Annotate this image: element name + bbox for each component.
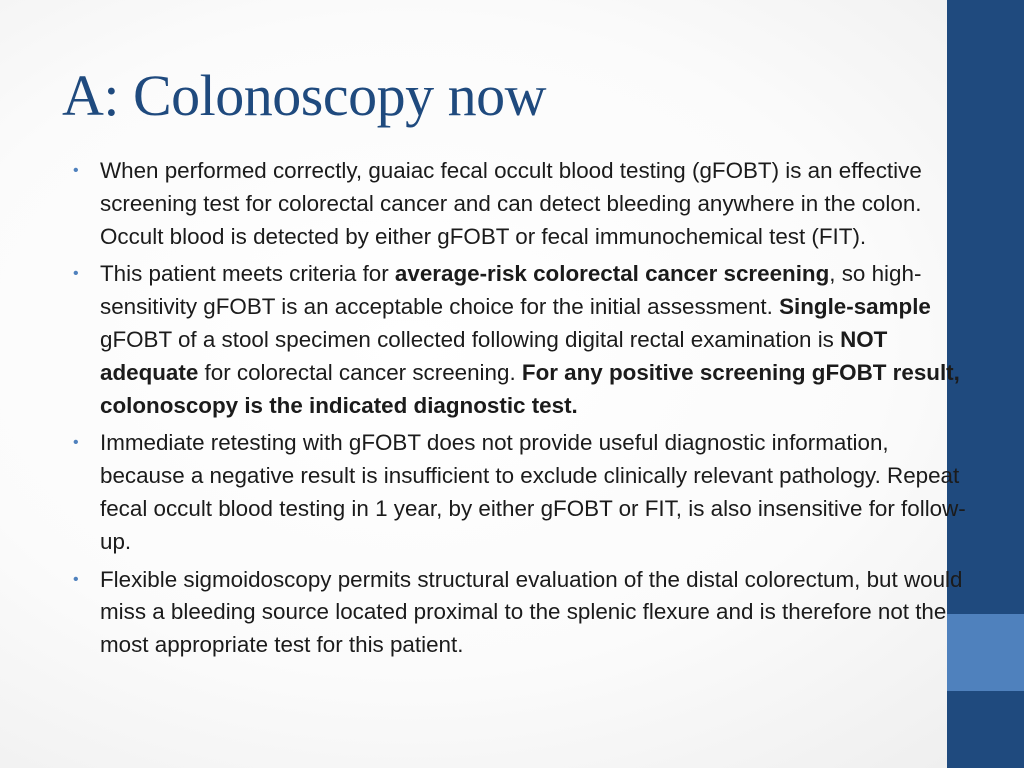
- bullet-text-bold: NOT adequate: [100, 326, 888, 385]
- bullet-text: Immediate retesting with gFOBT does not provide useful diagnostic information, because a negative result is insufficient to exclude clinically relevant pathology. Repeat fecal occult blood testing in 1 year, by either gFOBT or FIT, is also insensitive for follow-up.: [100, 430, 966, 554]
- bullet-text-bold: For any positive screening gFOBT result, colonoscopy is the indicated diagnostic test.: [100, 359, 960, 418]
- bullet-list: [73, 155, 970, 667]
- bullet-dot-icon: •: [73, 570, 79, 588]
- slide-title: A: Colonoscopy now: [62, 63, 546, 128]
- bullet-text: When performed correctly, guaiac fecal occult blood testing (gFOBT) is an effective screening test for colorectal cancer and can detect bleeding anywhere in the colon. Occult blood is detected by either gFOBT or fecal immunochemical test (FIT).: [100, 158, 922, 249]
- bullet-text: for colorectal cancer screening.: [198, 359, 522, 385]
- bullet-item: [73, 155, 970, 253]
- bullet-text: Flexible sigmoidoscopy permits structural evaluation of the distal colorectum, but would miss a bleeding source located proximal to the splenic flexure and is therefore not the most appropriate test for this patient.: [100, 566, 963, 658]
- bullet-dot-icon: •: [73, 265, 79, 283]
- bullet-item: [73, 427, 970, 558]
- bullet-item: [73, 258, 970, 422]
- bullet-dot-icon: •: [73, 162, 79, 179]
- bullet-text-bold: Single-sample: [779, 294, 931, 320]
- bullet-item: [73, 564, 970, 662]
- bullet-text: , so high-sensitivity gFOBT is an acceptable choice for the initial assessment.: [100, 261, 922, 320]
- bullet-text: gFOBT of a stool specimen collected following digital rectal examination is: [100, 326, 841, 352]
- bullet-text: This patient meets criteria for: [100, 261, 395, 287]
- bullet-dot-icon: •: [73, 434, 79, 452]
- bullet-text-bold: average-risk colorectal cancer screening: [394, 261, 830, 287]
